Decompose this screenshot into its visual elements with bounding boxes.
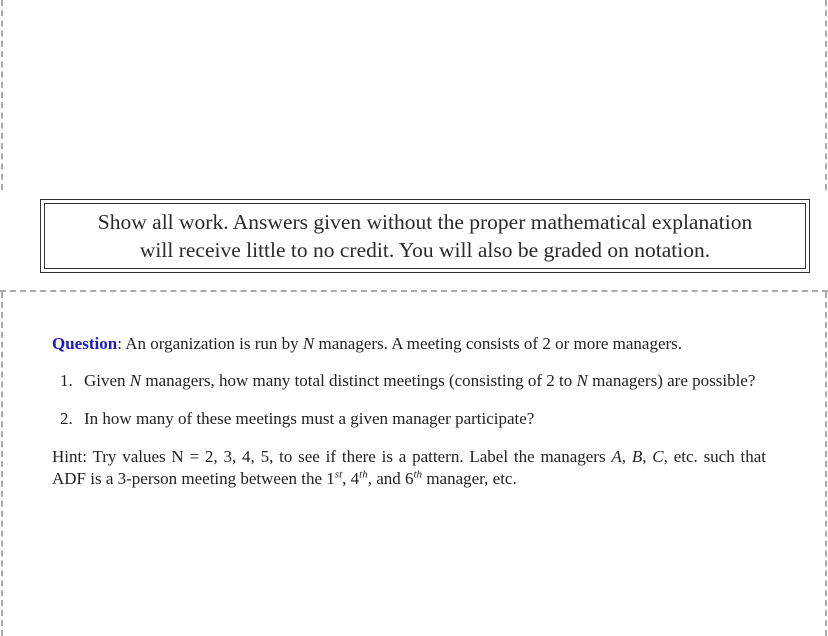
hint-sep-2: ,	[642, 447, 653, 466]
item-var-n: N	[129, 371, 142, 390]
question-item-2	[52, 408, 766, 430]
question-item-1	[52, 370, 766, 392]
hint-manager-b: B	[631, 447, 643, 466]
hint-c: , 4	[342, 469, 360, 488]
item-var-n-2: N	[576, 371, 588, 390]
item-text-a: Given	[84, 371, 130, 390]
item-text-b: managers, how many total distinct meetings (consisting of 2 to	[141, 371, 577, 390]
item-number: 1.	[60, 371, 73, 390]
hint-sup-th-1: th	[359, 468, 368, 481]
question-intro-text-a: : An organization is run by	[117, 334, 303, 353]
instructions-box	[40, 199, 810, 273]
question-label: Question	[52, 334, 118, 353]
question-intro-text-b: managers. A meeting consists of 2 or more managers.	[314, 334, 683, 353]
hint-e: manager, etc.	[422, 469, 517, 488]
hint-text	[52, 446, 766, 490]
hint-sup-st: st	[334, 468, 343, 481]
hint-manager-c: C	[652, 447, 664, 466]
question-var-n: N	[302, 334, 315, 353]
section-divider	[0, 290, 828, 292]
item-text-c: managers) are possible?	[587, 371, 756, 390]
page-border-right-top	[825, 0, 827, 190]
hint-sep-1: ,	[621, 447, 632, 466]
page-border-left-top	[1, 0, 3, 190]
question-items	[52, 370, 766, 430]
hint-manager-a: A	[611, 447, 622, 466]
page-border-left-bottom	[1, 292, 3, 636]
instructions-line-1: Show all work. Answers given without the proper mathematical explanation	[97, 210, 753, 234]
question-block	[52, 333, 766, 490]
instructions-text	[44, 203, 806, 269]
hint-d: , and 6	[367, 469, 414, 488]
hint-sup-th-2: th	[413, 468, 423, 481]
question-intro	[52, 333, 766, 355]
instructions-line-2: will receive little to no credit. You will also be graded on notation.	[139, 238, 711, 262]
hint-a: Hint: Try values N = 2, 3, 4, 5, to see if there is a pattern. Label the managers	[52, 447, 612, 466]
hint-b: , etc. such that ADF is a 3-person meeting between the 1	[52, 447, 767, 488]
item-number: 2.	[60, 409, 73, 428]
item-text-a: In how many of these meetings must a given manager participate?	[84, 409, 535, 428]
page-border-right-bottom	[825, 292, 827, 636]
